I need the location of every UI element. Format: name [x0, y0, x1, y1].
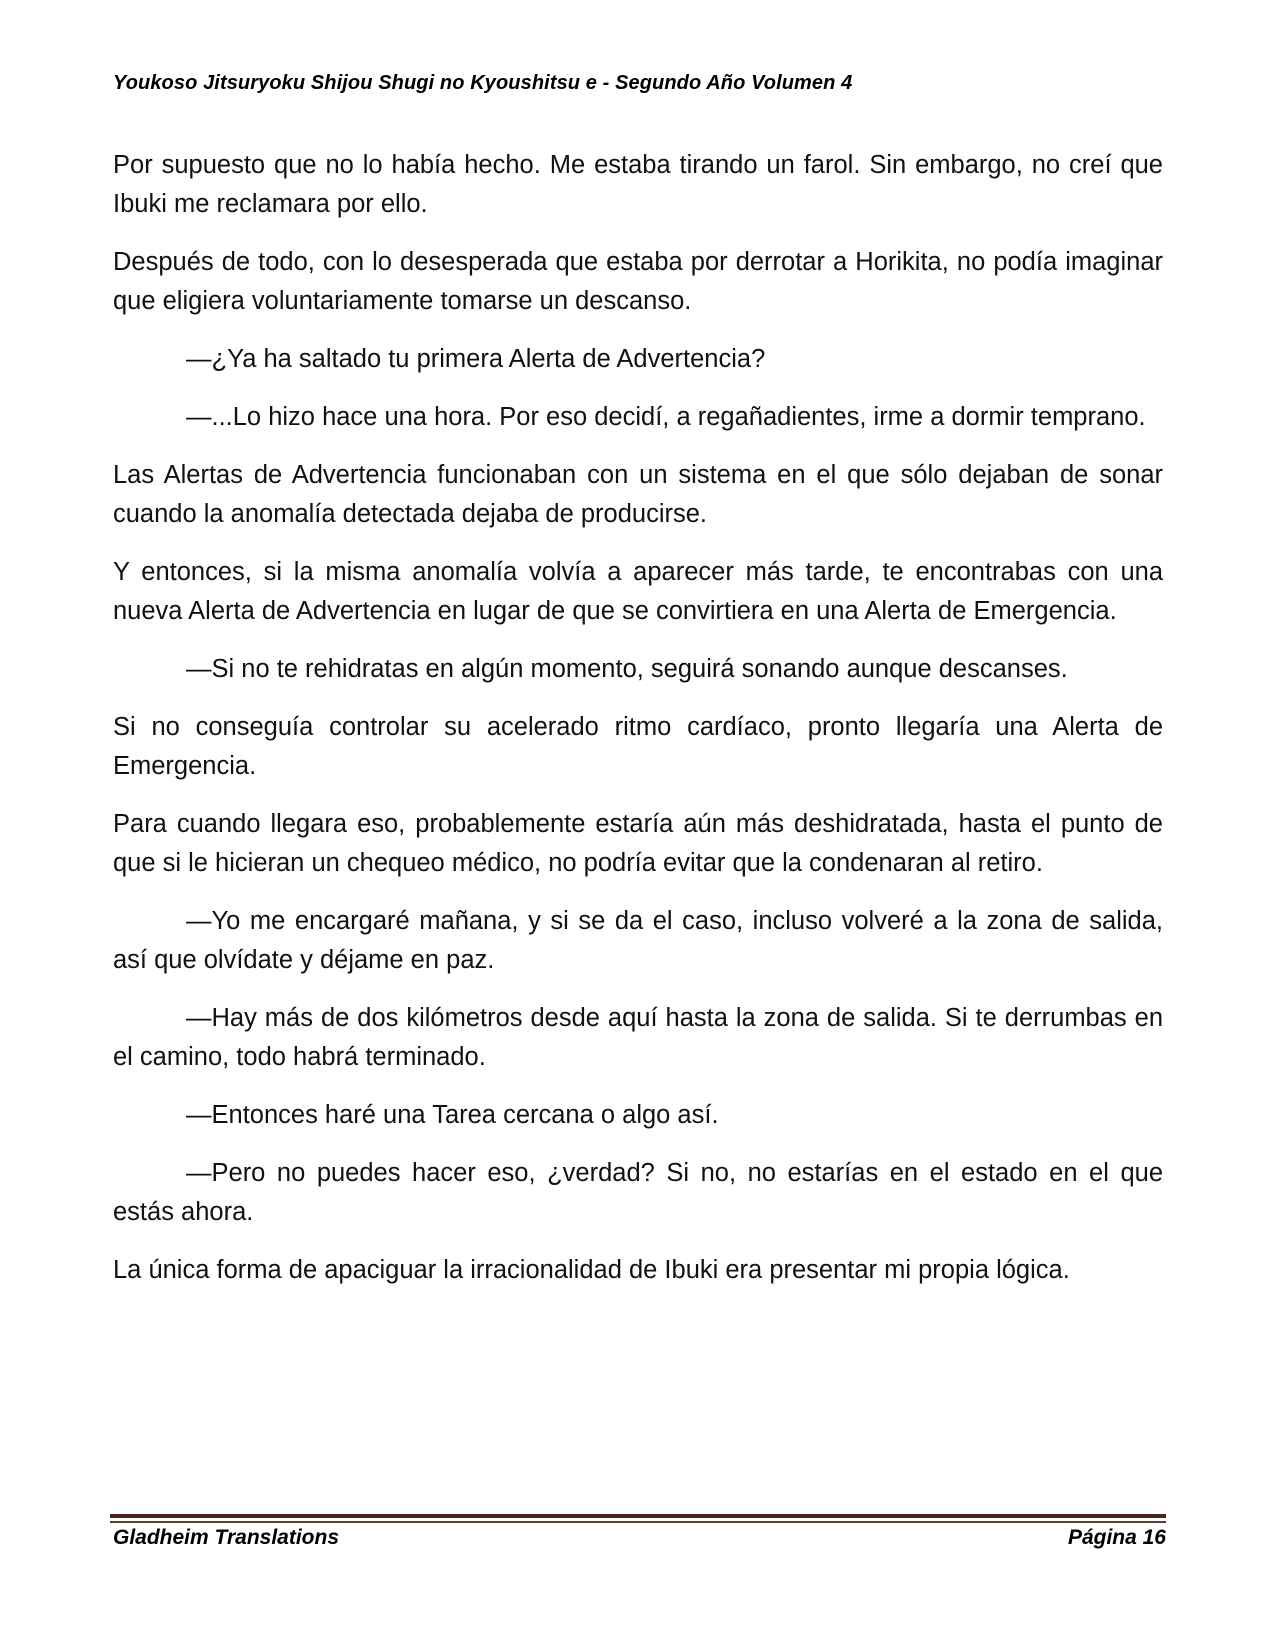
- paragraph: La única forma de apaciguar la irracionalidad de Ibuki era presentar mi propia lógica.: [113, 1256, 1070, 1284]
- dialogue-paragraph: —Hay más de dos kilómetros desde aquí hasta la zona de salida. Si te derrumbas en el camino, todo habrá terminado.: [113, 1004, 1163, 1071]
- paragraph: Para cuando llegara eso, probablemente estaría aún más deshidratada, hasta el punto de que si le hicieran un chequeo médico, no podría evitar que la condenaran al retiro.: [113, 810, 1163, 877]
- paragraph: Y entonces, si la misma anomalía volvía a aparecer más tarde, te encontrabas con una nueva Alerta de Advertencia en lugar de que se convirtiera en una Alerta de Emergencia.: [113, 558, 1163, 625]
- footer-credit: Gladheim Translations: [113, 1526, 340, 1549]
- dialogue-paragraph: —Pero no puedes hacer eso, ¿verdad? Si no, no estarías en el estado en el que estás ahora.: [113, 1159, 1163, 1226]
- paragraph: Después de todo, con lo desesperada que estaba por derrotar a Horikita, no podía imaginar que eligiera voluntariamente tomarse un descanso.: [113, 248, 1163, 315]
- dialogue-paragraph: —Entonces haré una Tarea cercana o algo así.: [186, 1101, 719, 1129]
- footer-divider-thin: [110, 1521, 1166, 1523]
- footer-divider: [110, 1514, 1166, 1518]
- dialogue-paragraph: —¿Ya ha saltado tu primera Alerta de Advertencia?: [186, 345, 766, 373]
- paragraph: Por supuesto que no lo había hecho. Me estaba tirando un farol. Sin embargo, no creí que Ibuki me reclamara por ello.: [113, 151, 1163, 218]
- paragraph: Las Alertas de Advertencia funcionaban con un sistema en el que sólo dejaban de sonar cuando la anomalía detectada dejaba de producirse.: [113, 461, 1163, 528]
- dialogue-paragraph: —Si no te rehidratas en algún momento, seguirá sonando aunque descanses.: [186, 655, 1068, 683]
- page-number: Página 16: [1067, 1526, 1166, 1549]
- body-text: [113, 146, 1163, 1309]
- paragraph: Si no conseguía controlar su acelerado ritmo cardíaco, pronto llegaría una Alerta de Emergencia.: [113, 713, 1163, 780]
- dialogue-paragraph: —...Lo hizo hace una hora. Por eso decidí, a regañadientes, irme a dormir temprano.: [186, 403, 1146, 431]
- running-header: Youkoso Jitsuryoku Shijou Shugi no Kyoushitsu e - Segundo Año Volumen 4: [113, 72, 853, 94]
- dialogue-paragraph: —Yo me encargaré mañana, y si se da el caso, incluso volveré a la zona de salida, así que olvídate y déjame en paz.: [113, 907, 1163, 974]
